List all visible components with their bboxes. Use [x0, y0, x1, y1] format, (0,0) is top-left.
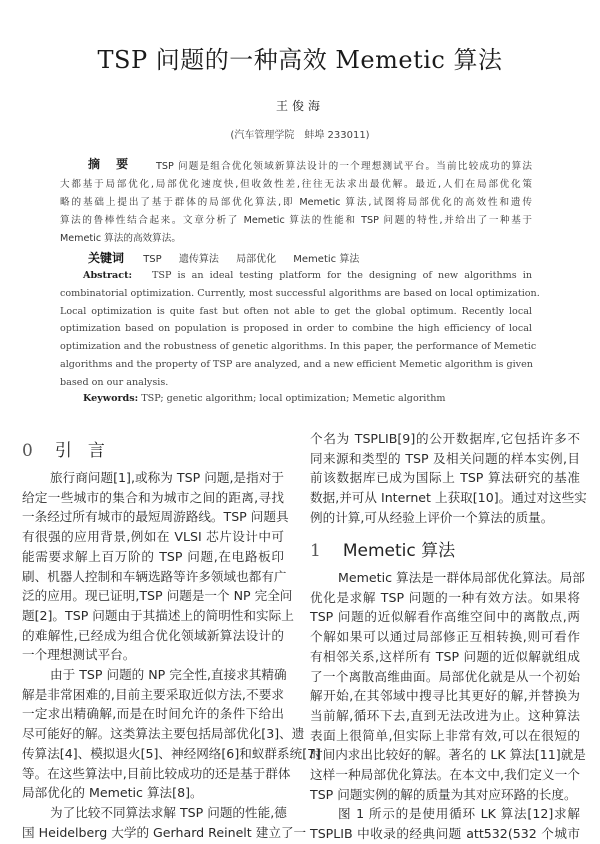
keywords-en: [83, 393, 446, 404]
text-line: 优化是求解 TSP 问题的一种有效方法。如果将: [310, 589, 580, 605]
text-line: 例的计算,可从经验上评价一个算法的质量。: [310, 509, 554, 525]
text-line: 给定一些城市的集合和为城市之间的距离,寻找: [22, 489, 284, 505]
text-line: 数据,并可从 Internet 上获取[10]。通过对这些实: [310, 490, 587, 506]
text-line: 一定求出精确解,而是在时间允许的条件下给出: [22, 706, 284, 722]
text-line: 有相邻关系,这样所有 TSP 问题的近似解就组成: [310, 648, 580, 664]
keyword: 遗传算法: [178, 254, 219, 265]
text-line: 题[2]。TSP 问题由于其描述上的简明性和实际上: [22, 607, 294, 623]
text-line: 旅行商问题[1],或称为 TSP 问题,是指对于: [50, 470, 284, 485]
text-line: 个解如果可以通过局部修正互相转换,则可看作: [310, 629, 580, 645]
text-line: TSPLIB 中收录的经典问题 att532(532 个城市: [310, 826, 580, 842]
text-line: 时间内求出比较好的解。著名的 LK 算法[11]就是: [310, 747, 586, 763]
text-line: 一条经过所有城市的最短周游路线。TSP 问题具: [22, 509, 289, 525]
keywords-en-label: Keywords:: [83, 393, 139, 404]
text-line: TSP 问题的近似解看作高维空间中的离散点,两: [310, 609, 580, 625]
text-line: 为了比较不同算法求解 TSP 问题的性能,德: [50, 804, 287, 820]
text-line: 图 1 所示的是使用循环 LK 算法[12]求解: [338, 806, 580, 822]
text-line: Memetic 算法的高效算法。: [60, 233, 181, 244]
left-column-body: [22, 468, 321, 842]
text-line: optimization and the robustness of genetic algorithms. In this paper, the performance of Memetic: [60, 341, 537, 353]
text-line: 能需要求解上百万阶的 TSP 问题,在电路板印: [22, 548, 284, 564]
text-line: 当前解,循环下去,直到无法改进为止。这种算法: [310, 707, 580, 723]
right-column-continued: [310, 429, 587, 528]
keyword: TSP: [143, 254, 162, 265]
right-column-body: [310, 568, 586, 844]
keywords-en-text: TSP; genetic algorithm; local optimization; Memetic algorithm: [141, 393, 446, 404]
text-line: 一个理想测试平台。: [22, 647, 136, 663]
text-line: TSP 问题是组合优化领域新算法设计的一个理想测试平台。当前比较成功的算法: [156, 161, 532, 172]
section-number: 1: [310, 541, 321, 561]
text-line: TSP 问题实例的解的质量为其对应环路的长度。: [310, 786, 577, 802]
paper-title: TSP 问题的一种高效 Memetic 算法: [97, 46, 503, 74]
text-line: 局部优化的 Memetic 算法[8]。: [22, 785, 203, 801]
text-line: Local optimization is quite fast but often not able to get the global optimum. Recently local: [60, 305, 532, 317]
text-line: 有很强的应用背景,例如在 VLSI 芯片设计中可: [22, 529, 284, 545]
affiliation: (汽车管理学院 蚌埠 233011): [230, 130, 370, 141]
text-line: 表面上很简单,但实际上非常有效,可以在很短的: [310, 727, 580, 743]
text-line: 泛的应用。现已证明,TSP 问题是一个 NP 完全问: [22, 588, 293, 604]
text-line: 由于 TSP 问题的 NP 完全性,直接求其精确: [50, 667, 287, 683]
text-line: 略的基础上提出了基于群体的局部优化算法,即 Memetic 算法,试图将局部优化的高效性和遗传: [60, 197, 532, 208]
text-line: 了一个离散高维曲面。局部优化就是从一个初始: [310, 668, 580, 684]
text-line: 等。在这些算法中,目前比较成功的还是基于群体: [22, 765, 291, 781]
text-line: 解是非常困难的,目前主要采取近似方法,不要求: [22, 686, 284, 702]
text-line: combinatorial optimization. Currently, most successful algorithms are based on local optimization.: [60, 287, 540, 299]
text-line: TSP is an ideal testing platform for the designing of new algorithms in: [152, 270, 532, 281]
text-line: based on our analysis.: [60, 376, 169, 388]
section-number: 0: [22, 441, 33, 461]
text-line: Memetic 算法是一群体局部优化算法。局部: [338, 570, 585, 585]
text-line: 刷、机器人控制和车辆选路等许多领域也都有广: [22, 568, 287, 584]
text-line: 传算法[4]、模拟退火[5]、神经网络[6]和蚁群系统[7]: [22, 745, 321, 761]
section-heading-memetic: [310, 536, 455, 561]
keywords-zh: [88, 249, 373, 266]
text-line: algorithms and the property of TSP are analyzed, and a new efficient Memetic algorithm is given: [60, 358, 533, 370]
keyword: Memetic 算法: [293, 254, 360, 265]
keyword: 局部优化: [236, 254, 277, 265]
text-line: 尽可能好的解。这类算法主要包括局部优化[3]、遗: [22, 726, 305, 742]
text-line: 个名为 TSPLIB[9]的公开数据库,它包括许多不: [310, 431, 580, 446]
section-heading-intro: [22, 436, 121, 461]
text-line: optimization based on population is proposed in order to combine the high efficiency of local: [60, 323, 532, 335]
text-line: 这样一种局部优化算法。在本文中,我们定义一个: [310, 767, 580, 783]
text-line: 同来源和类型的 TSP 及相关问题的样本实例,目: [310, 450, 580, 466]
abstract-en: [60, 267, 540, 392]
section-title: Memetic 算法: [342, 541, 456, 561]
text-line: 大都基于局部优化,局部优化速度快,但收敛性差,往往无法求出最优解。最近,人们在局部优化策: [60, 179, 532, 190]
abstract-zh-label: 摘 要: [88, 157, 135, 171]
text-line: 的难解性,已经成为组合优化领域新算法设计的: [22, 627, 284, 643]
text-line: 前该数据库已成为国际上 TSP 算法研究的基准: [310, 470, 580, 486]
text-line: 解开始,在其邻域中搜寻比其更好的解,并替换为: [310, 688, 580, 704]
abstract-zh: [60, 158, 532, 248]
keywords-zh-label: 关键词: [88, 251, 125, 265]
text-line: 算法的鲁棒性结合起来。文章分析了 Memetic 算法的性能和 TSP 问题的特性,并给出了一种基于: [60, 215, 532, 226]
section-title: 引言: [54, 441, 121, 461]
text-line: 国 Heidelberg 大学的 Gerhard Reinelt 建立了一: [22, 824, 307, 840]
abstract-en-label: Abstract:: [83, 270, 133, 281]
author: 王俊海: [275, 99, 324, 113]
